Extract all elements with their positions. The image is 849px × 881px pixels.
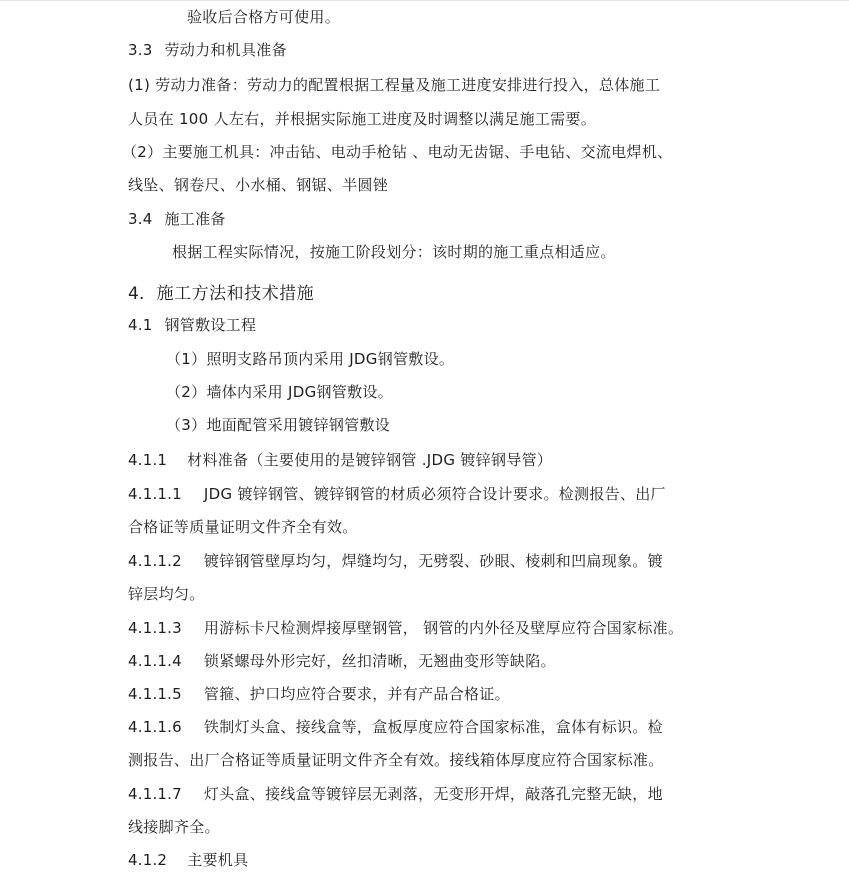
section-number: 4.1 [128, 316, 153, 334]
subsection-heading-4-1-2 [128, 850, 248, 870]
clause-number: 4.1.1.5 [128, 685, 182, 703]
clause-number: 4.1.1.2 [128, 552, 182, 570]
paragraph-line: 验收后合格方可使用。 [187, 8, 341, 26]
subsection-number: 4.1.1 [128, 451, 168, 469]
clause-number: 4.1.1.7 [128, 785, 182, 803]
paragraph-line: (1) 劳动力准备：劳动力的配置根据工程量及施工进度安排进行投入，总体施工 [128, 76, 661, 94]
clause-number: 4.1.1.1 [128, 485, 182, 503]
paragraph-line: 合格证等质量证明文件齐全有效。 [128, 518, 358, 536]
section-number: 3.3 [128, 41, 153, 59]
clause-number: 4.1.1.6 [128, 718, 182, 736]
clause-text: 铁制灯头盒、接线盒等，盒板厚度应符合国家标准，盒体有标识。检 [203, 718, 663, 736]
list-item: （3）地面配管采用镀锌钢管敷设 [166, 416, 391, 434]
clause-4-1-1-3 [128, 618, 683, 638]
subsection-heading-4-1-1 [128, 450, 552, 470]
section-heading-4-1 [128, 315, 256, 335]
paragraph-line: 根据工程实际情况，按施工阶段划分：该时期的施工重点相适应。 [172, 243, 616, 261]
paragraph-line: 线坠、钢卷尺、小水桶、钢锯、半圆锉 [128, 176, 389, 194]
paragraph-line: 锌层均匀。 [128, 585, 205, 603]
paragraph-line: 测报告、出厂合格证等质量证明文件齐全有效。接线箱体厚度应符合国家标准。 [128, 751, 664, 769]
section-heading-3-3 [128, 40, 287, 60]
subsection-title: 材料准备（主要使用的是镀锌钢管 .JDG 镀锌钢导管） [187, 451, 553, 469]
clause-text: 镀锌钢管壁厚均匀，焊缝均匀，无劈裂、砂眼、棱刺和凹扁现象。镀 [203, 552, 663, 570]
clause-text: JDG 镀锌钢管、镀锌钢管的材质必须符合设计要求。检测报告、出厂 [203, 485, 666, 503]
clause-number: 4.1.1.3 [128, 619, 182, 637]
section-title: 钢管敷设工程 [164, 316, 257, 334]
section-heading-3-4 [128, 209, 226, 229]
clause-text: 用游标卡尺检测焊接厚壁钢管， 钢管的内外径及壁厚应符合国家标准。 [203, 619, 684, 637]
clause-number: 4.1.1.4 [128, 652, 182, 670]
page-top-border [0, 0, 849, 1]
clause-4-1-1-6 [128, 717, 663, 737]
clause-text: 灯头盒、接线盒等镀锌层无剥落，无变形开焊，敲落孔完整无缺，地 [203, 785, 663, 803]
paragraph-line: 人员在 100 人左右，并根据实际施工进度及时调整以满足施工需要。 [128, 110, 597, 128]
clause-4-1-1-1 [128, 484, 666, 504]
section-title: 施工准备 [164, 210, 226, 228]
clause-text: 锁紧螺母外形完好，丝扣清晰，无翘曲变形等缺陷。 [203, 652, 556, 670]
subsection-title: 主要机具 [187, 851, 249, 869]
clause-4-1-1-4 [128, 651, 556, 671]
section-title: 劳动力和机具准备 [164, 41, 287, 59]
chapter-title: 施工方法和技术措施 [156, 284, 315, 304]
paragraph-line: （2）主要施工机具：冲击钻、电动手枪钻 、电动无齿锯、手电钻、交流电焊机、 [122, 143, 673, 161]
subsection-number: 4.1.2 [128, 851, 168, 869]
clause-text: 管箍、护口均应符合要求，并有产品合格证。 [203, 685, 510, 703]
paragraph-line: 线接脚齐全。 [128, 818, 220, 836]
clause-4-1-1-2 [128, 551, 663, 571]
clause-4-1-1-5 [128, 684, 510, 704]
section-number: 3.4 [128, 210, 153, 228]
clause-4-1-1-7 [128, 784, 663, 804]
list-item: （1）照明支路吊顶内采用 JDG钢管敷设。 [166, 350, 455, 368]
chapter-number: 4. [128, 284, 145, 304]
chapter-heading-4 [128, 283, 314, 305]
list-item: （2）墙体内采用 JDG钢管敷设。 [166, 383, 394, 401]
